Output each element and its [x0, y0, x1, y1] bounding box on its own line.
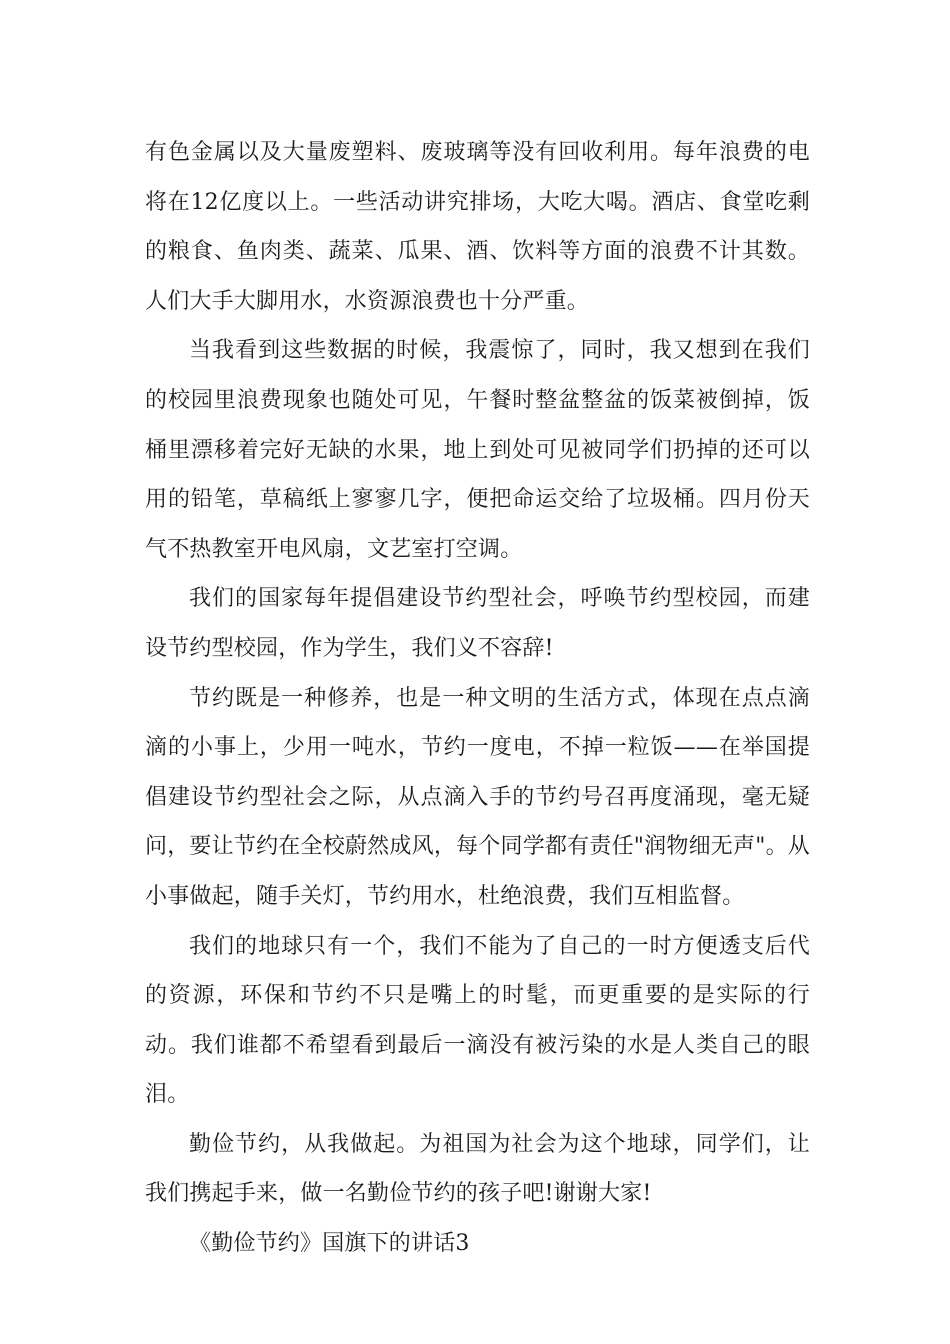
paragraph: 我们的国家每年提倡建设节约型社会，呼唤节约型校园，而建设节约型校园，作为学生，我们义不容辞!	[145, 586, 810, 661]
section-title: 《勤俭节约》国旗下的讲话3	[189, 1231, 470, 1257]
paragraph: 我们的地球只有一个，我们不能为了自己的一时方便透支后代的资源，环保和节约不只是嘴上的时髦，而更重要的是实际的行动。我们谁都不希望看到最后一滴没有被污染的水是人类自己的眼泪。	[145, 933, 810, 1108]
document-body	[145, 128, 810, 1269]
paragraph-continued: 有色金属以及大量废塑料、废玻璃等没有回收利用。每年浪费的电将在12亿度以上。一些活动讲究排场，大吃大喝。酒店、食堂吃剩的粮食、鱼肉类、蔬菜、瓜果、酒、饮料等方面的浪费不计其数。人们大手大脚用水，水资源浪费也十分严重。	[145, 140, 810, 314]
paragraph: 当我看到这些数据的时候，我震惊了，同时，我又想到在我们的校园里浪费现象也随处可见，午餐时整盆整盆的饭菜被倒掉，饭桶里漂移着完好无缺的水果，地上到处可见被同学们扔掉的还可以用的铅笔，草稿纸上寥寥几字，便把命运交给了垃圾桶。四月份天气不热教室开电风扇，文艺室打空调。	[145, 338, 810, 562]
paragraph: 节约既是一种修养，也是一种文明的生活方式，体现在点点滴滴的小事上，少用一吨水，节约一度电，不掉一粒饭——在举国提倡建设节约型社会之际，从点滴入手的节约号召再度涌现，毫无疑问，要让节约在全校蔚然成风，每个同学都有责任"润物细无声"。从小事做起，随手关灯，节约用水，杜绝浪费，我们互相监督。	[145, 685, 810, 909]
paragraph: 勤俭节约，从我做起。为祖国为社会为这个地球，同学们，让我们携起手来，做一名勤俭节约的孩子吧!谢谢大家!	[145, 1131, 810, 1207]
